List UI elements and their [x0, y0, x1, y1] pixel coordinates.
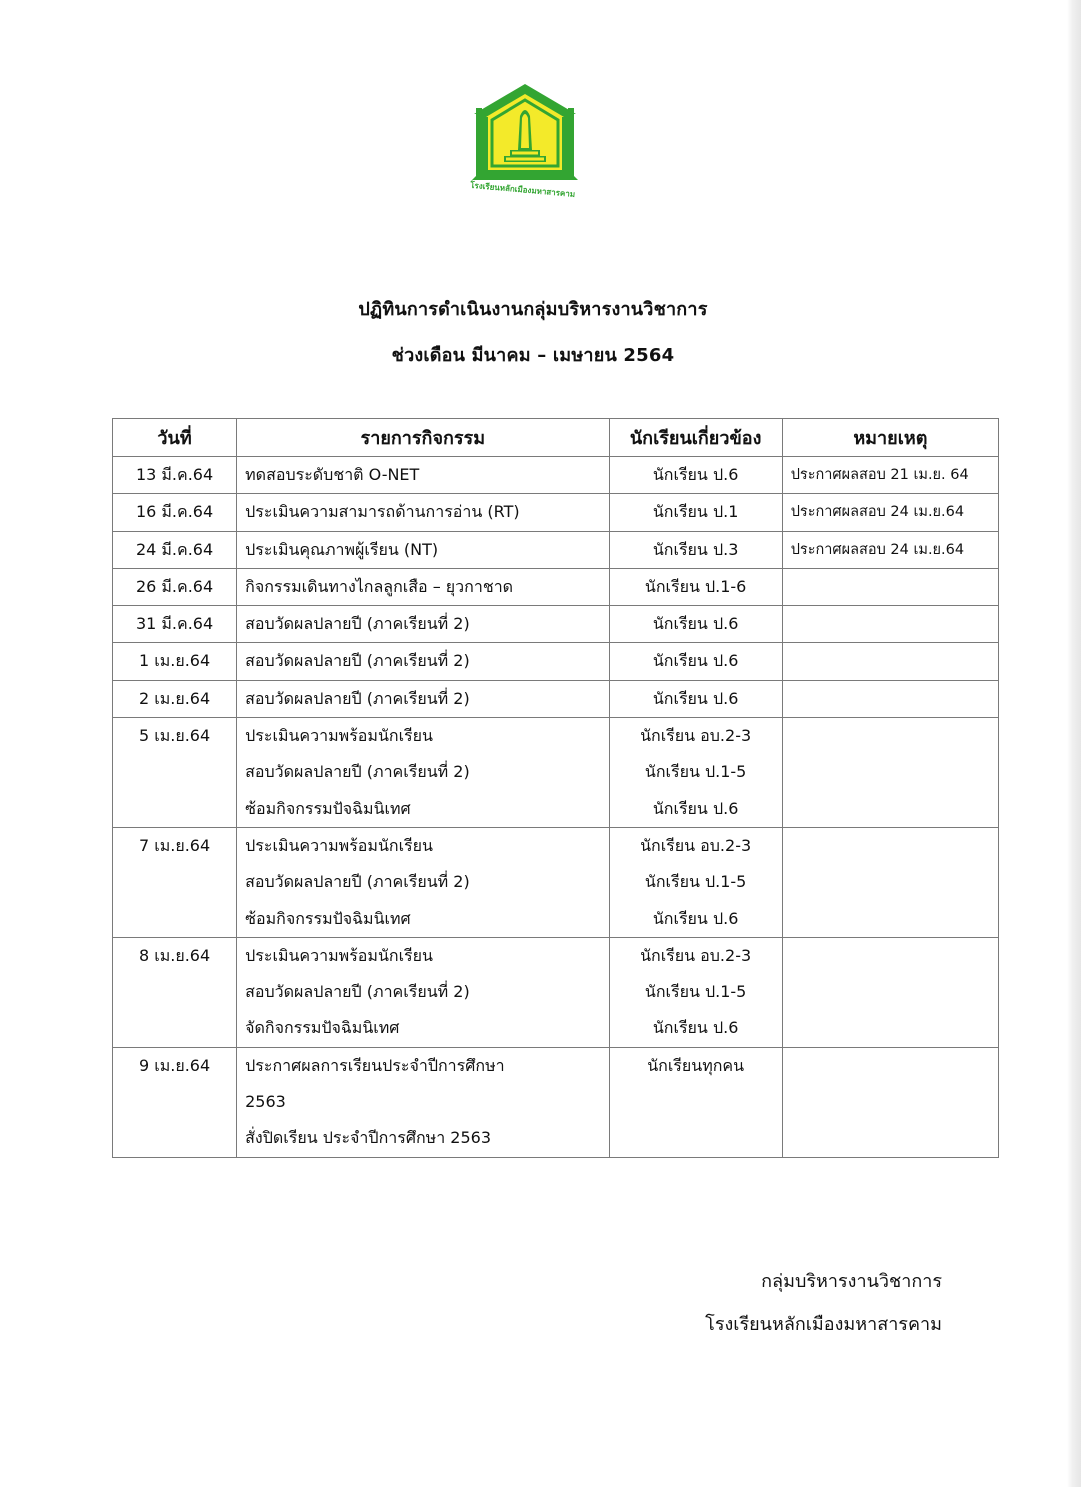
date-text: 5 เม.ย.64	[138, 726, 211, 746]
page-edge-shadow	[1067, 0, 1081, 1487]
cell-activity	[237, 494, 609, 531]
table-header-row	[113, 419, 999, 457]
student-group-line: นักเรียน ป.6	[652, 651, 739, 671]
note-text: ประกาศผลสอบ 24 เม.ย.64	[790, 541, 965, 558]
cell-activity	[237, 643, 609, 680]
cell-students	[609, 606, 782, 643]
activity-line: ประเมินคุณภาพผู้เรียน (NT)	[245, 539, 439, 559]
activity-line: สอบวัดผลปลายปี (ภาคเรียนที่ 2)	[245, 872, 470, 892]
school-logo	[458, 80, 592, 210]
table-row	[113, 568, 999, 605]
cell-date	[113, 568, 237, 605]
cell-students	[609, 643, 782, 680]
cell-note	[782, 457, 998, 494]
student-group-line: นักเรียน ป.6	[652, 1018, 739, 1038]
cell-activity	[237, 531, 609, 568]
table-row	[113, 1047, 999, 1157]
note-text: ประกาศผลสอบ 24 เม.ย.64	[790, 504, 965, 521]
cell-note	[782, 643, 998, 680]
date-text: 8 เม.ย.64	[138, 945, 211, 965]
student-group-line: นักเรียน ป.6	[652, 798, 739, 818]
student-group-line: นักเรียน ป.3	[652, 539, 739, 559]
header-note: หมายเหตุ	[782, 419, 998, 457]
cell-activity	[237, 568, 609, 605]
date-text: 1 เม.ย.64	[138, 651, 211, 671]
cell-activity	[237, 1047, 609, 1157]
page-title: ปฏิทินการดำเนินงานกลุ่มบริหารงานวิชาการ	[358, 299, 708, 320]
student-group-line: นักเรียนทุกคน	[647, 1055, 745, 1075]
student-group-line: นักเรียน ป.1-6	[644, 576, 747, 596]
student-group-line: นักเรียน ป.1	[652, 502, 739, 522]
table-row	[113, 827, 999, 937]
cell-date	[113, 680, 237, 717]
student-group-line: นักเรียน ป.6	[652, 465, 739, 484]
cell-students	[609, 1047, 782, 1157]
student-group-line: นักเรียน ป.6	[652, 908, 739, 928]
cell-activity	[237, 457, 609, 494]
date-text: 31 มี.ค.64	[135, 614, 214, 634]
header-activity: รายการกิจกรรม	[237, 419, 609, 457]
student-group-line: นักเรียน อบ.2-3	[640, 835, 752, 855]
student-group-line: นักเรียน ป.1-5	[644, 762, 747, 782]
cell-students	[609, 937, 782, 1047]
date-text: 26 มี.ค.64	[135, 576, 214, 596]
date-text: 24 มี.ค.64	[135, 539, 214, 559]
date-text: 9 เม.ย.64	[138, 1055, 211, 1075]
cell-note	[782, 827, 998, 937]
student-group-line: นักเรียน ป.6	[652, 614, 739, 634]
table-row	[113, 680, 999, 717]
cell-note	[782, 1047, 998, 1157]
table-row	[113, 606, 999, 643]
cell-students	[609, 457, 782, 494]
student-group-line: นักเรียน ป.6	[652, 688, 739, 708]
activity-line: สั่งปิดเรียน ประจำปีการศึกษา 2563	[245, 1128, 492, 1148]
activity-line: ซ้อมกิจกรรมปัจฉิมนิเทศ	[245, 908, 411, 928]
activity-line: สอบวัดผลปลายปี (ภาคเรียนที่ 2)	[245, 688, 470, 708]
table-row	[113, 643, 999, 680]
cell-students	[609, 827, 782, 937]
cell-students	[609, 531, 782, 568]
cell-note	[782, 718, 998, 828]
table-row	[113, 531, 999, 568]
activity-line: ทดสอบระดับชาติ O-NET	[245, 465, 420, 484]
cell-activity	[237, 937, 609, 1047]
cell-note	[782, 937, 998, 1047]
cell-date	[113, 494, 237, 531]
table-row	[113, 937, 999, 1047]
cell-note	[782, 531, 998, 568]
activity-line: สอบวัดผลปลายปี (ภาคเรียนที่ 2)	[245, 762, 470, 782]
cell-date	[113, 1047, 237, 1157]
activity-line: สอบวัดผลปลายปี (ภาคเรียนที่ 2)	[245, 982, 470, 1002]
activity-line: ประเมินความสามารถด้านการอ่าน (RT)	[245, 502, 520, 522]
table-row	[113, 718, 999, 828]
cell-note	[782, 606, 998, 643]
cell-activity	[237, 827, 609, 937]
student-group-line: นักเรียน ป.1-5	[644, 872, 747, 892]
cell-date	[113, 643, 237, 680]
signature-school: โรงเรียนหลักเมืองมหาสารคาม	[705, 1314, 942, 1335]
activity-line: สอบวัดผลปลายปี (ภาคเรียนที่ 2)	[245, 614, 470, 634]
page-subtitle: ช่วงเดือน มีนาคม – เมษายน 2564	[391, 345, 675, 366]
student-group-line: นักเรียน ป.1-5	[644, 982, 747, 1002]
activity-line: ประเมินความพร้อมนักเรียน	[245, 945, 433, 965]
activity-line: ประกาศผลการเรียนประจำปีการศึกษา	[245, 1055, 505, 1075]
activity-line: ซ้อมกิจกรรมปัจฉิมนิเทศ	[245, 798, 411, 818]
activity-line: สอบวัดผลปลายปี (ภาคเรียนที่ 2)	[245, 651, 470, 671]
logo-caption: โรงเรียนหลักเมืองมหาสารคาม	[469, 180, 576, 199]
note-text: ประกาศผลสอบ 21 เม.ย. 64	[790, 467, 969, 483]
activity-line: 2563	[245, 1092, 286, 1112]
activity-line: ประเมินความพร้อมนักเรียน	[245, 726, 433, 746]
cell-date	[113, 827, 237, 937]
cell-date	[113, 531, 237, 568]
date-text: 16 มี.ค.64	[135, 502, 214, 522]
activity-line: ประเมินความพร้อมนักเรียน	[245, 835, 433, 855]
cell-activity	[237, 680, 609, 717]
activity-line: กิจกรรมเดินทางไกลลูกเสือ – ยุวกาชาด	[245, 576, 514, 596]
cell-students	[609, 718, 782, 828]
activity-calendar-table	[112, 418, 999, 1158]
table-row	[113, 494, 999, 531]
cell-students	[609, 494, 782, 531]
cell-note	[782, 568, 998, 605]
cell-note	[782, 680, 998, 717]
student-group-line: นักเรียน อบ.2-3	[640, 945, 752, 965]
cell-date	[113, 718, 237, 828]
cell-students	[609, 568, 782, 605]
header-date: วันที่	[113, 419, 237, 457]
date-text: 7 เม.ย.64	[138, 835, 211, 855]
cell-note	[782, 494, 998, 531]
cell-date	[113, 606, 237, 643]
student-group-line: นักเรียน อบ.2-3	[640, 726, 752, 746]
cell-activity	[237, 718, 609, 828]
date-text: 13 มี.ค.64	[135, 465, 214, 484]
header-students: นักเรียนเกี่ยวข้อง	[609, 419, 782, 457]
cell-students	[609, 680, 782, 717]
cell-date	[113, 937, 237, 1047]
cell-date	[113, 457, 237, 494]
date-text: 2 เม.ย.64	[138, 688, 211, 708]
table-row	[113, 457, 999, 494]
signature-department: กลุ่มบริหารงานวิชาการ	[761, 1271, 942, 1292]
cell-activity	[237, 606, 609, 643]
activity-line: จัดกิจกรรมปัจฉิมนิเทศ	[245, 1018, 400, 1038]
